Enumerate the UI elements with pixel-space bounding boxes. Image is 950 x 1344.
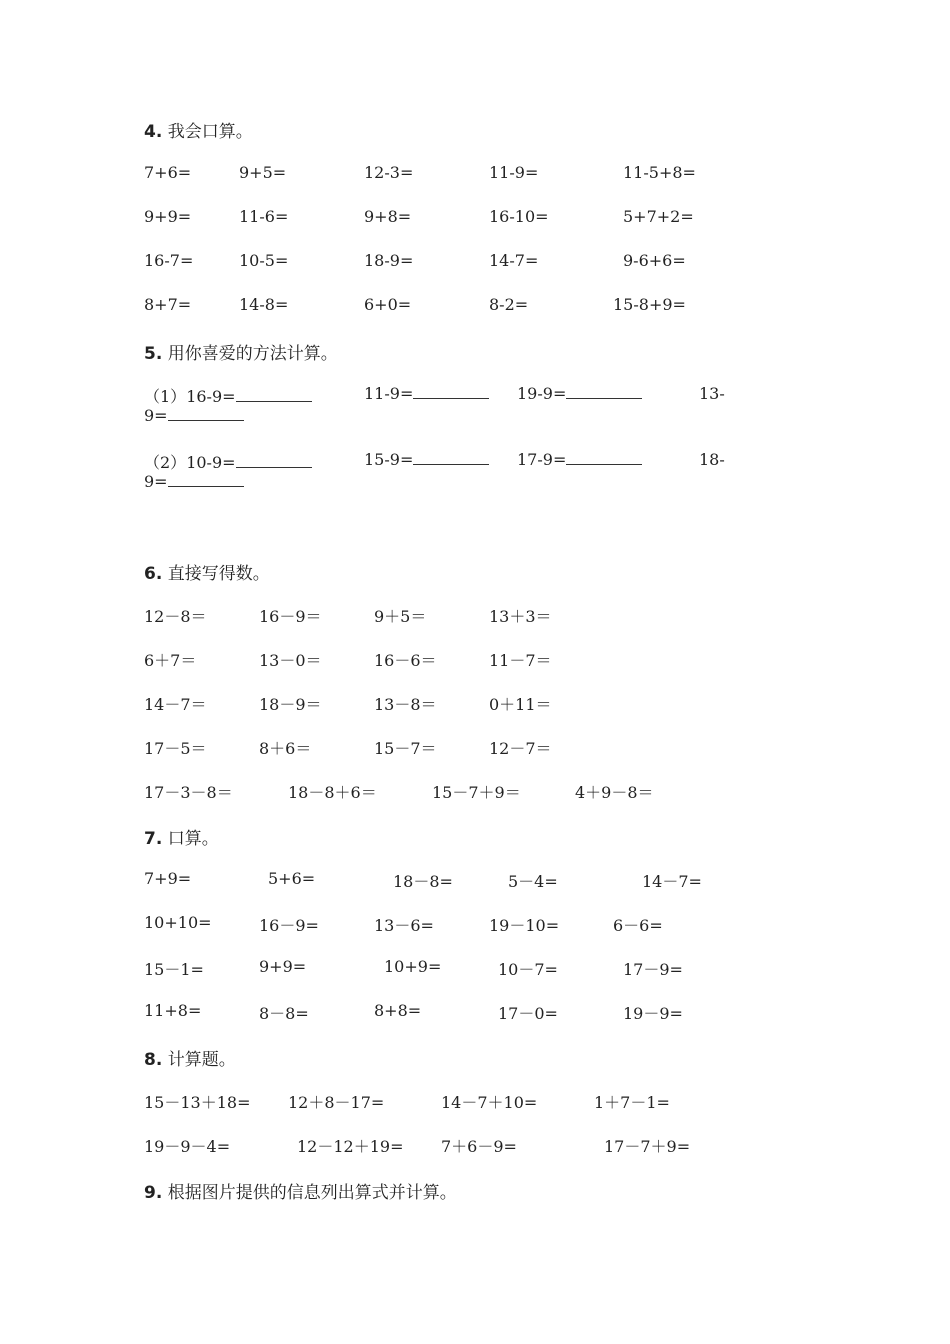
section-7-number: 7. — [144, 829, 163, 849]
s5-expression: 16-9= — [186, 387, 236, 406]
s8-problem: 17－7＋9= — [604, 1137, 691, 1156]
s7-problem: 15－1= — [144, 960, 204, 979]
s4-problem: 12-3= — [364, 163, 414, 182]
s7-problem: 9+9= — [259, 957, 307, 976]
s8-problem: 7＋6－9= — [441, 1137, 517, 1156]
s7-problem: 19－9= — [623, 1004, 683, 1023]
section-9-heading — [144, 1178, 457, 1203]
s5-expression: 17-9= — [517, 450, 567, 469]
s6-problem: 15－7＋9＝ — [432, 783, 521, 802]
s7-problem: 17－9= — [623, 960, 683, 979]
s5-problem — [144, 450, 312, 473]
section-5-heading — [144, 339, 338, 364]
s4-problem: 18-9= — [364, 251, 414, 270]
section-4-title: 我会口算。 — [167, 122, 253, 142]
s4-problem: 7+6= — [144, 163, 192, 182]
s6-problem: 16－6＝ — [374, 651, 437, 670]
s6-problem: 8＋6＝ — [259, 739, 312, 758]
s6-problem: 6＋7＝ — [144, 651, 197, 670]
s6-problem: 12－7＝ — [489, 739, 552, 758]
s5-problem — [517, 384, 642, 403]
s7-problem: 7+9= — [144, 869, 192, 888]
section-8-heading — [144, 1045, 236, 1070]
s6-problem: 17－3－8＝ — [144, 783, 233, 802]
s7-problem: 5－4= — [508, 872, 558, 891]
section-9-title: 根据图片提供的信息列出算式并计算。 — [167, 1183, 457, 1203]
s5-expression: 9= — [144, 472, 168, 491]
s4-problem: 5+7+2= — [623, 207, 694, 226]
s7-problem: 6－6= — [613, 916, 663, 935]
s5-expression: 15-9= — [364, 450, 414, 469]
s5-row-prefix: （2） — [144, 453, 187, 472]
s4-problem: 11-6= — [239, 207, 289, 226]
s8-problem: 12－12＋19= — [297, 1137, 404, 1156]
s8-problem: 19－9－4= — [144, 1137, 231, 1156]
s4-problem: 16-7= — [144, 251, 194, 270]
s6-problem: 18－8＋6＝ — [288, 783, 377, 802]
section-6-heading — [144, 559, 270, 584]
s6-problem: 11－7＝ — [489, 651, 552, 670]
s7-problem: 13－6= — [374, 916, 434, 935]
s7-problem: 10+9= — [384, 957, 442, 976]
s7-problem: 5+6= — [268, 869, 316, 888]
s4-problem: 11-9= — [489, 163, 539, 182]
s5-expression: 11-9= — [364, 384, 414, 403]
answer-blank[interactable] — [236, 453, 312, 468]
s4-problem: 9+9= — [144, 207, 192, 226]
s5-problem — [144, 406, 244, 425]
s5-problem — [364, 450, 489, 469]
s8-problem: 14－7＋10= — [441, 1093, 538, 1112]
s4-problem: 15-8+9= — [613, 295, 686, 314]
s6-problem: 15－7＝ — [374, 739, 437, 758]
s5-problem — [144, 472, 244, 491]
s5-problem — [517, 450, 642, 469]
s6-problem: 18－9＝ — [259, 695, 322, 714]
s4-problem: 6+0= — [364, 295, 412, 314]
s4-problem: 10-5= — [239, 251, 289, 270]
s7-problem: 10－7= — [498, 960, 558, 979]
s6-problem: 0＋11＝ — [489, 695, 552, 714]
answer-blank[interactable] — [566, 384, 642, 399]
s6-problem: 4＋9－8＝ — [575, 783, 654, 802]
s4-problem: 9-6+6= — [623, 251, 686, 270]
s7-problem: 10+10= — [144, 913, 212, 932]
answer-blank[interactable] — [168, 406, 244, 421]
s8-problem: 12＋8－17= — [288, 1093, 385, 1112]
s5-expression: 10-9= — [186, 453, 236, 472]
section-4-number: 4. — [144, 122, 163, 142]
s4-problem: 16-10= — [489, 207, 549, 226]
s4-problem: 9+8= — [364, 207, 412, 226]
s7-problem: 8+8= — [374, 1001, 422, 1020]
s7-problem: 17－0= — [498, 1004, 558, 1023]
section-7-title: 口算。 — [167, 829, 219, 849]
s4-problem: 11-5+8= — [623, 163, 696, 182]
section-7-heading — [144, 824, 219, 849]
s4-problem: 8+7= — [144, 295, 192, 314]
answer-blank[interactable] — [566, 450, 642, 465]
s6-problem: 16－9＝ — [259, 607, 322, 626]
answer-blank[interactable] — [413, 450, 489, 465]
s7-problem: 18－8= — [393, 872, 453, 891]
s5-problem-wrap: 13- — [699, 384, 725, 403]
section-9-number: 9. — [144, 1183, 163, 1203]
s5-problem-wrap: 18- — [699, 450, 725, 469]
s6-problem: 13－0＝ — [259, 651, 322, 670]
section-8-number: 8. — [144, 1050, 163, 1070]
answer-blank[interactable] — [236, 387, 312, 402]
answer-blank[interactable] — [413, 384, 489, 399]
s4-problem: 14-8= — [239, 295, 289, 314]
s7-problem: 11+8= — [144, 1001, 202, 1020]
s4-problem: 8-2= — [489, 295, 529, 314]
s5-expression: 19-9= — [517, 384, 567, 403]
section-5-title: 用你喜爱的方法计算。 — [167, 344, 338, 364]
s7-problem: 19－10= — [489, 916, 560, 935]
answer-blank[interactable] — [168, 472, 244, 487]
s7-problem: 8－8= — [259, 1004, 309, 1023]
s5-expression: 9= — [144, 406, 168, 425]
s6-problem: 9＋5＝ — [374, 607, 427, 626]
s8-problem: 1＋7－1= — [594, 1093, 670, 1112]
s7-problem: 16－9= — [259, 916, 319, 935]
s5-problem — [364, 384, 489, 403]
s5-problem — [144, 384, 312, 407]
section-4-heading — [144, 117, 253, 142]
s7-problem: 14－7= — [642, 872, 702, 891]
s6-problem: 13－8＝ — [374, 695, 437, 714]
s4-problem: 9+5= — [239, 163, 287, 182]
s6-problem: 17－5＝ — [144, 739, 207, 758]
s5-row-prefix: （1） — [144, 387, 187, 406]
section-6-number: 6. — [144, 564, 163, 584]
s6-problem: 12－8＝ — [144, 607, 207, 626]
section-6-title: 直接写得数。 — [167, 564, 270, 584]
s6-problem: 13＋3＝ — [489, 607, 552, 626]
section-8-title: 计算题。 — [167, 1050, 236, 1070]
section-5-number: 5. — [144, 344, 163, 364]
s4-problem: 14-7= — [489, 251, 539, 270]
s8-problem: 15－13＋18= — [144, 1093, 251, 1112]
s6-problem: 14－7＝ — [144, 695, 207, 714]
